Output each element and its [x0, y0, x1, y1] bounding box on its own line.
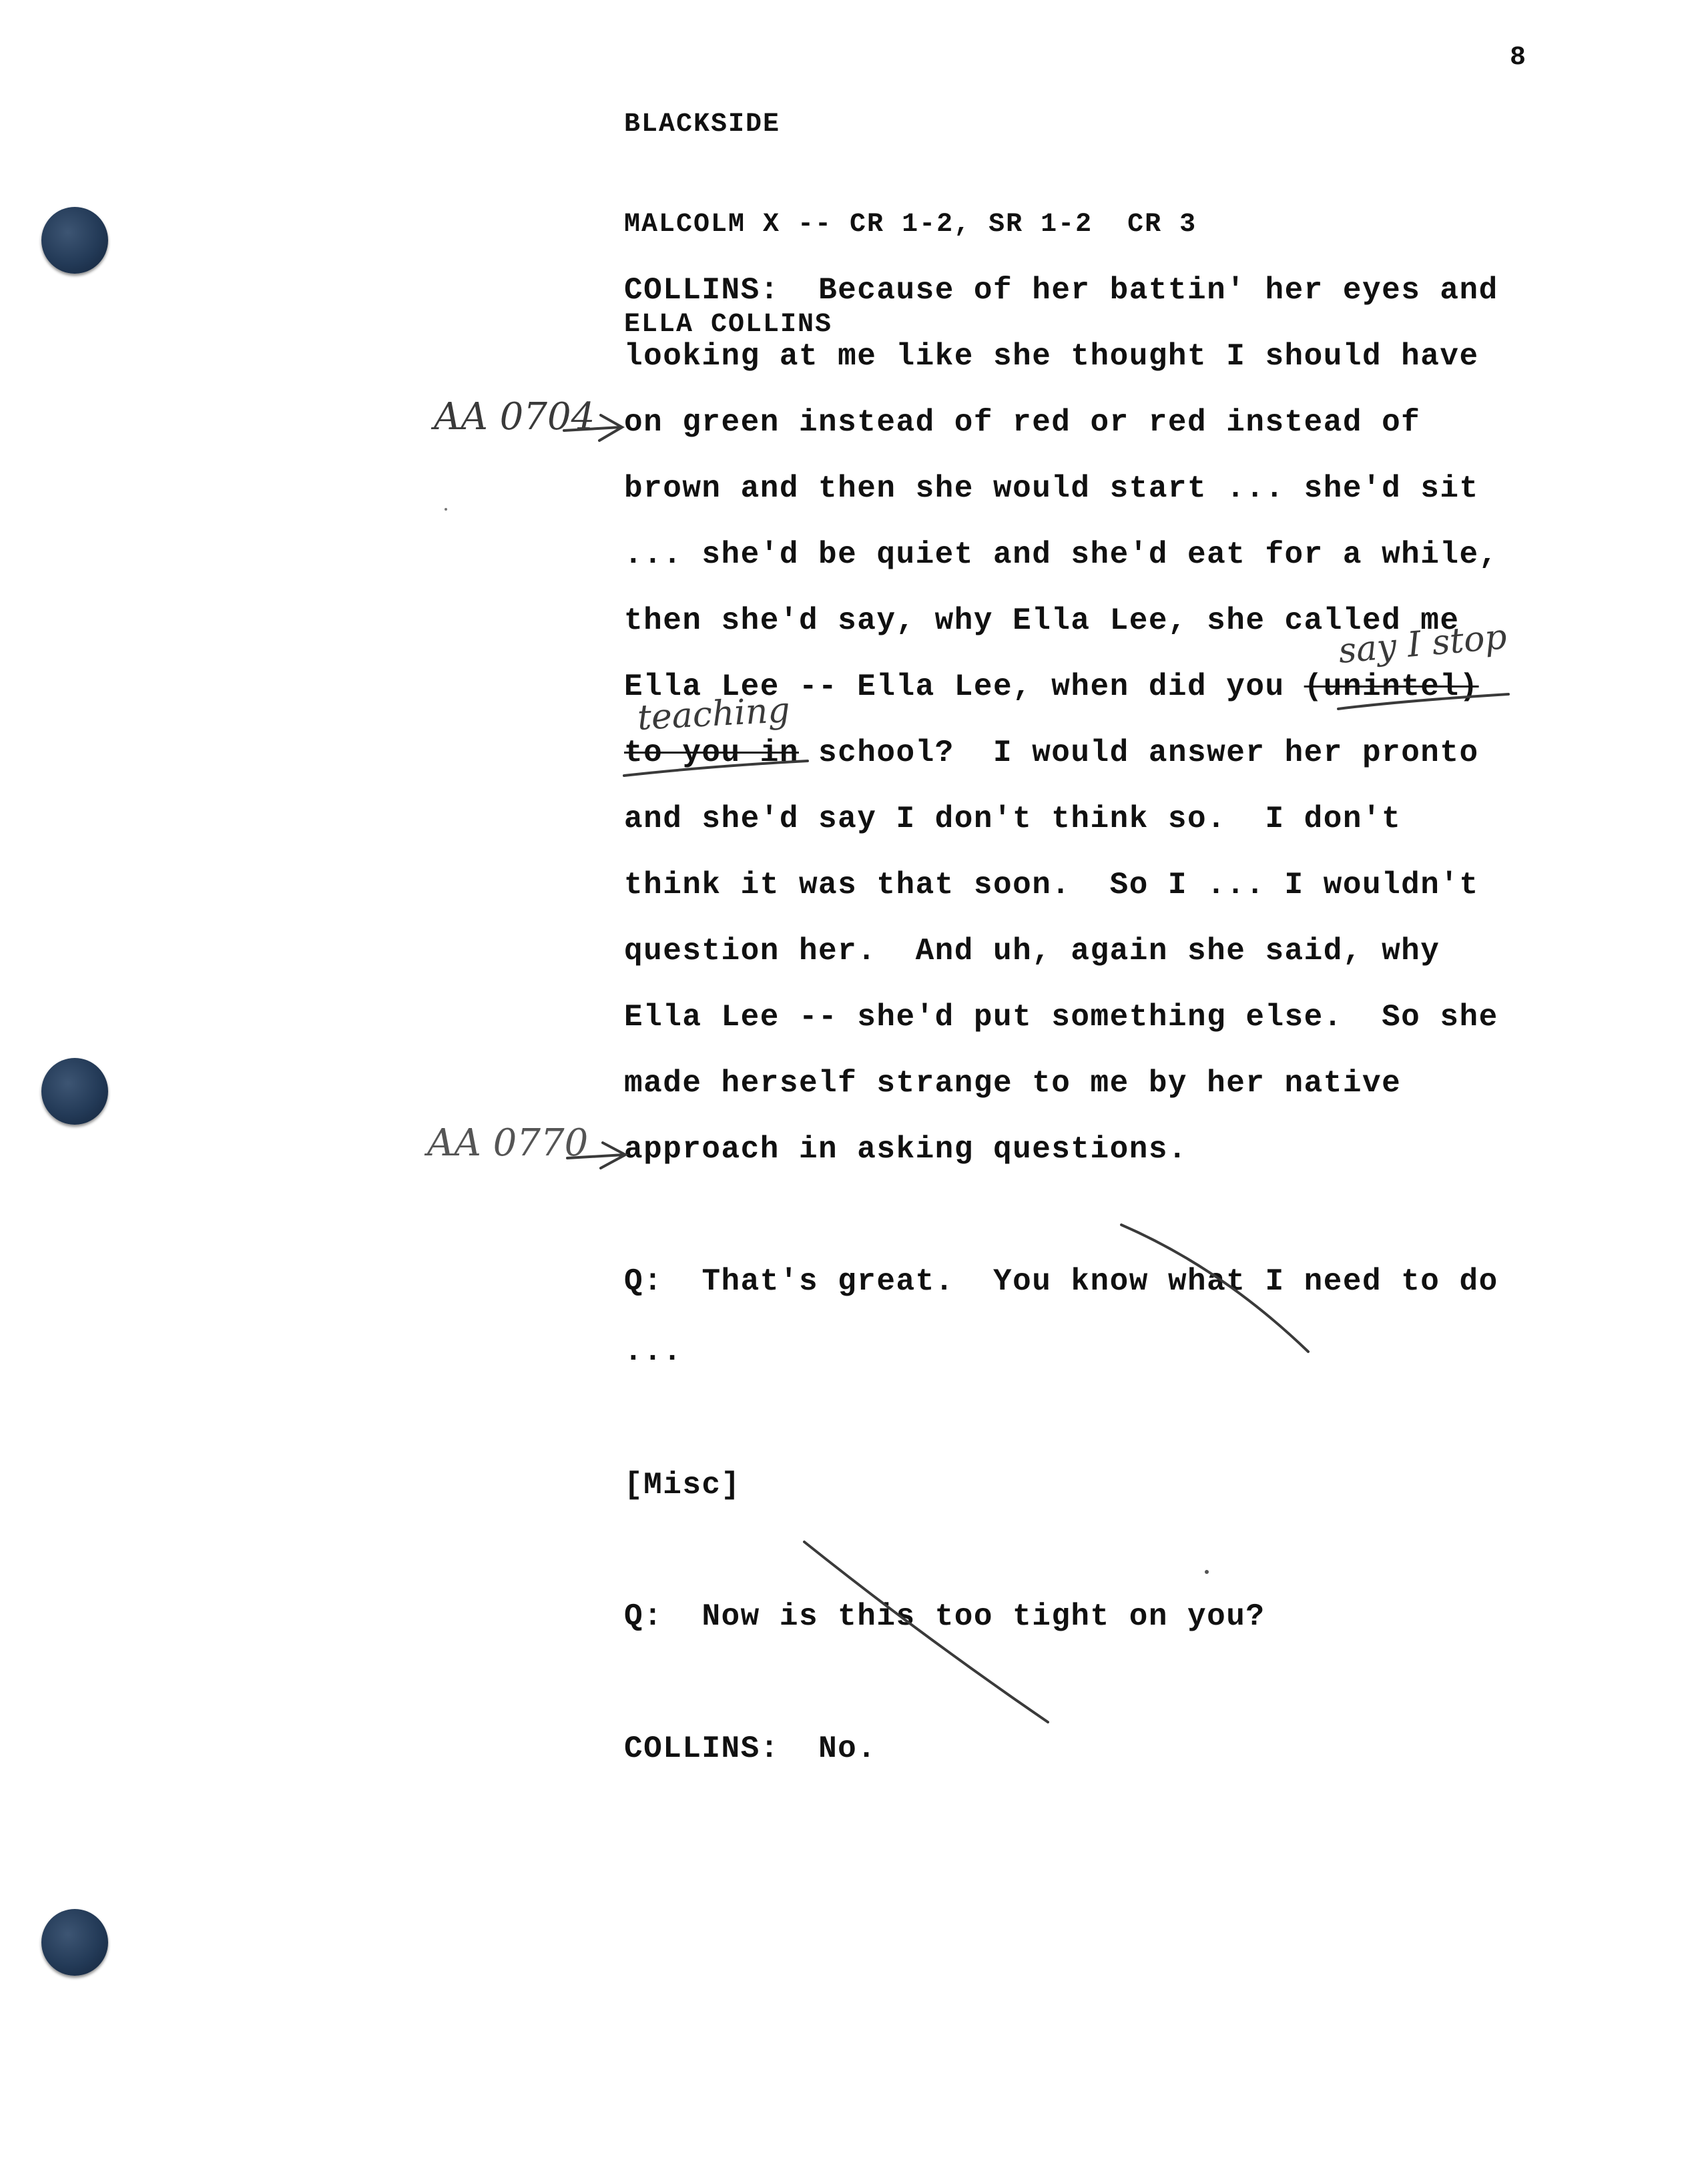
transcript-line-6: then she'd say, why Ella Lee, she called me: [624, 603, 1460, 638]
header-interviewee: ELLA COLLINS: [624, 310, 833, 340]
transcript-line-11: question her. And uh, again she said, why: [624, 934, 1440, 969]
question-line-2: ...: [624, 1334, 683, 1369]
transcript-line-8: [624, 733, 1479, 773]
punch-hole-middle: [41, 1058, 108, 1125]
transcript-line-10: think it was that soon. So I ... I wouldn't: [624, 868, 1479, 902]
stray-dot: [1205, 1570, 1209, 1574]
speaker-label: COLLINS:: [624, 1731, 780, 1766]
transcript-line-5: ... she'd be quiet and she'd eat for a while,: [624, 537, 1498, 572]
page-number: 8: [1510, 43, 1526, 73]
transcript-line-4: brown and then she would start ... she'd sit: [624, 471, 1479, 506]
speaker-label: Q:: [624, 1264, 663, 1299]
handwritten-timecode-1: AA 0704: [434, 395, 595, 439]
question-line-1: [624, 1262, 1498, 1302]
transcript-text: Because of her battin' her eyes and: [818, 273, 1498, 308]
transcript-line-14: approach in asking questions.: [624, 1132, 1188, 1167]
transcript-line-9: and she'd say I don't think so. I don't: [624, 802, 1402, 836]
handwritten-insert-teaching: teaching: [636, 690, 792, 738]
transcript-text: Now is this too tight on you?: [701, 1599, 1265, 1634]
transcript-text: Ella Lee -- Ella Lee, when did you: [624, 669, 1304, 704]
transcript-text: No.: [818, 1731, 877, 1766]
struck-text: (unintel): [1304, 669, 1479, 704]
answer-line: [624, 1729, 876, 1769]
speaker-label: COLLINS:: [624, 273, 780, 308]
header-program: MALCOLM X -- CR 1-2, SR 1-2 CR 3: [624, 210, 1197, 240]
transcript-line-1: [624, 270, 1498, 310]
question-line-3: [624, 1597, 1265, 1637]
struck-text: to you in: [624, 736, 799, 770]
transcript-line-13: made herself strange to me by her native: [624, 1066, 1402, 1101]
stray-dot: [445, 508, 447, 511]
punch-hole-top: [41, 207, 108, 274]
transcript-text: school? I would answer her pronto: [798, 736, 1479, 770]
speaker-label: Q:: [624, 1599, 663, 1634]
transcript-line-3: on green instead of red or red instead of: [624, 405, 1421, 440]
transcript-line-12: Ella Lee -- she'd put something else. So she: [624, 1000, 1498, 1035]
handwritten-insert-say-i-stop: say I stop: [1336, 617, 1508, 671]
header-organization: BLACKSIDE: [624, 109, 781, 140]
transcript-line-2: looking at me like she thought I should have: [624, 339, 1479, 374]
transcript-text: That's great. You know what I need to do: [701, 1264, 1498, 1299]
handwritten-timecode-2: AA 0770: [427, 1121, 589, 1165]
misc-marker: [Misc]: [624, 1468, 741, 1503]
punch-hole-bottom: [41, 1909, 108, 1976]
